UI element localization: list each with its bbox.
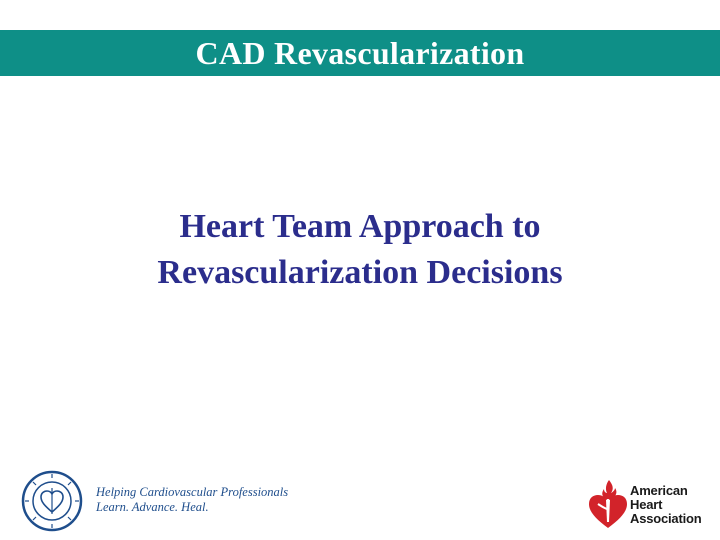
aha-name-line: Association (630, 511, 702, 526)
aha-logo (586, 478, 716, 530)
header-bar (0, 30, 720, 76)
slide-title-line: Heart Team Approach to (179, 208, 541, 245)
header-title: CAD Revascularization (195, 35, 525, 71)
aha-name-line: Heart (630, 497, 663, 512)
heart-torch-icon (586, 478, 630, 530)
acc-tagline-line: Helping Cardiovascular Professionals (96, 485, 289, 499)
slide-title-line: Revascularization Decisions (157, 254, 563, 291)
aha-name (630, 484, 701, 526)
slide-title (60, 204, 660, 296)
acc-seal-icon (21, 470, 83, 532)
aha-name-line: American (630, 483, 688, 498)
acc-tagline (96, 485, 288, 515)
acc-tagline-line: Learn. Advance. Heal. (96, 500, 209, 514)
